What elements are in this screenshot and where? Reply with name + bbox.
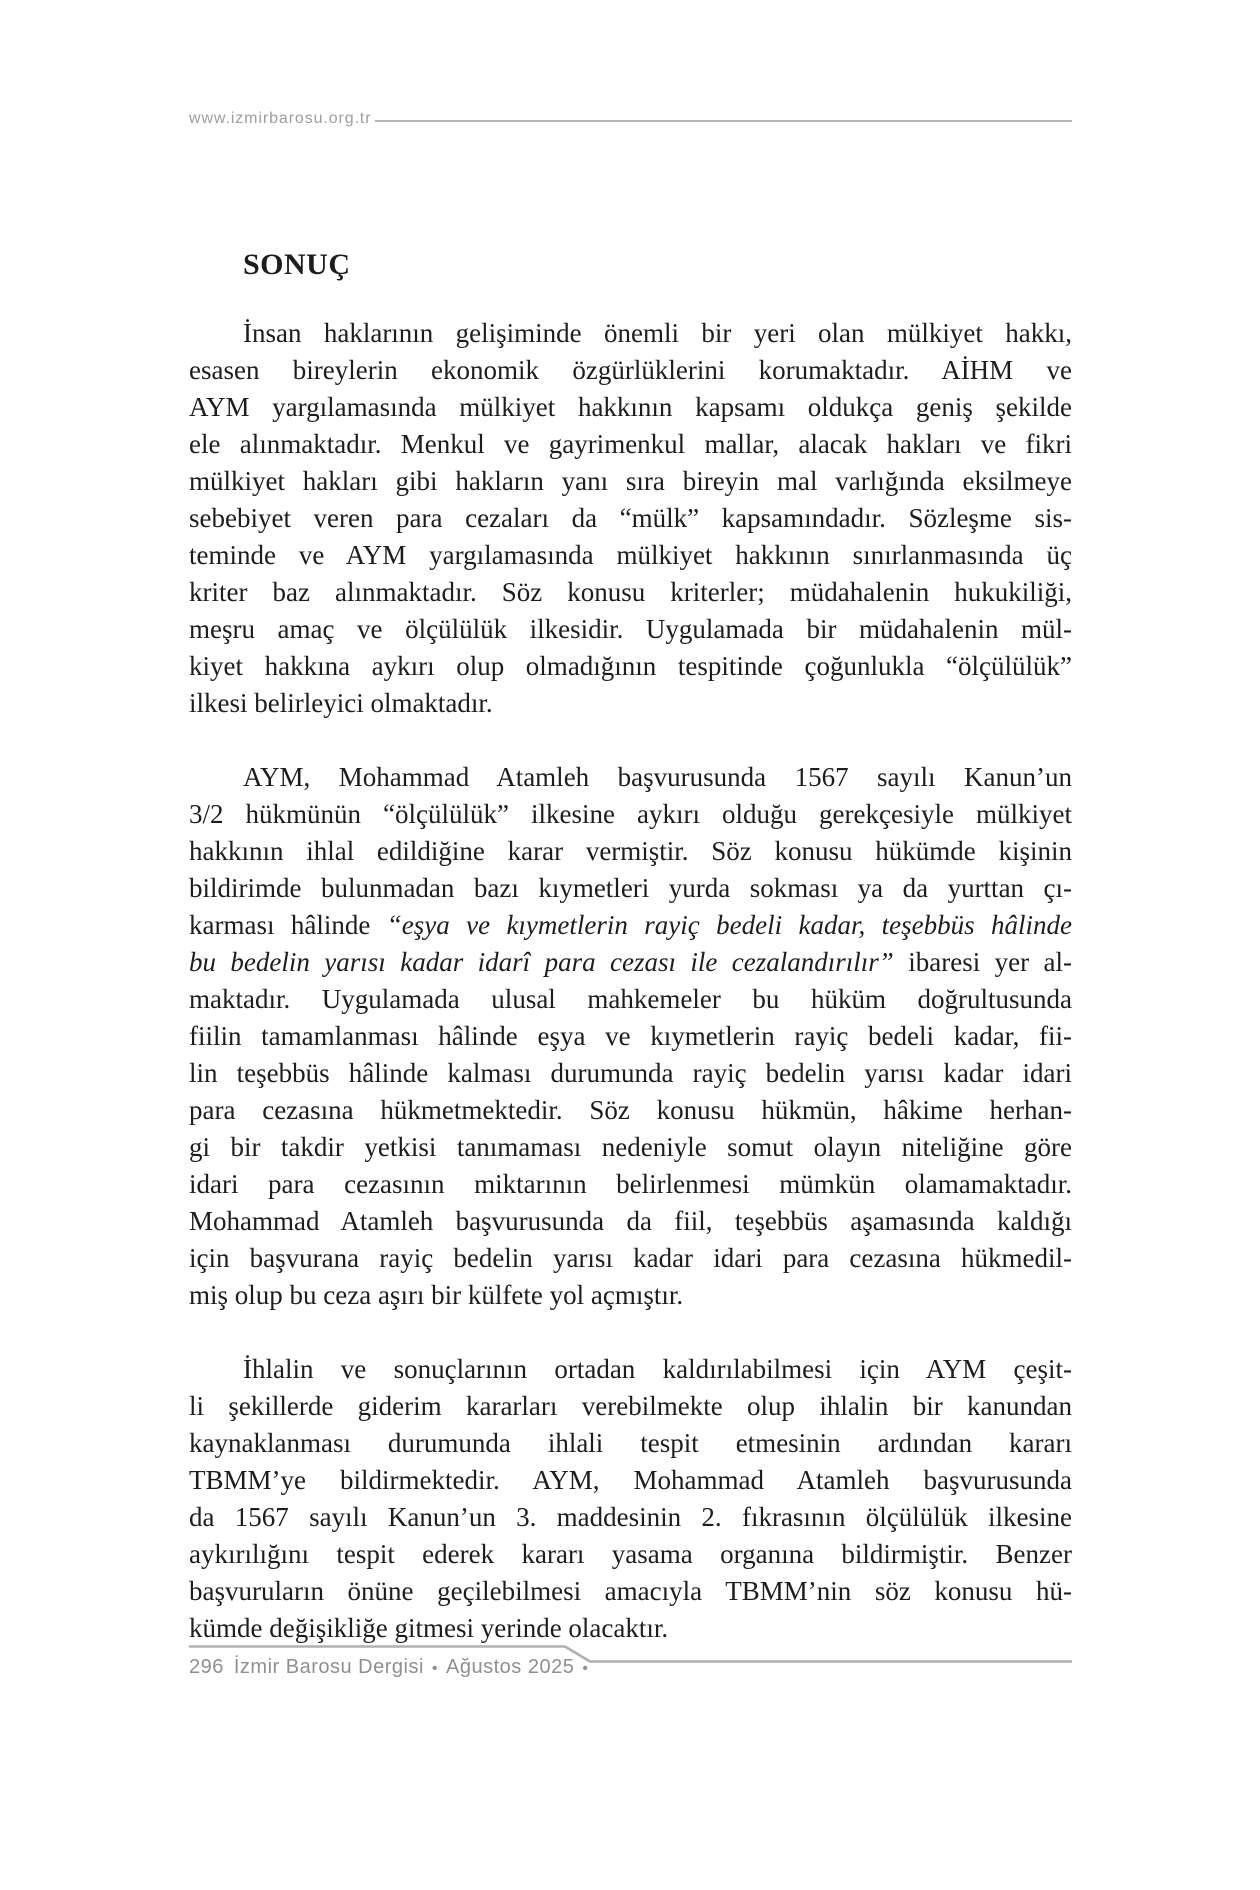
text-line (189, 981, 1072, 1018)
text-line (189, 796, 1072, 833)
text-line (189, 1425, 1072, 1462)
body-text: aykırılığını tespit ederek kararı yasama organına bildirmiştir. Benzer (189, 1539, 1072, 1569)
body-text: ele alınmaktadır. Menkul ve gayrimenkul mallar, alacak hakları ve fikri (189, 429, 1072, 459)
body-text: İnsan haklarının gelişiminde önemli bir yeri olan mülkiyet hakkı, (243, 318, 1072, 348)
quoted-statute-text: bu bedelin yarısı kadar idarî para cezası ile cezalandırılır” (189, 947, 894, 977)
body-text: için başvurana rayiç bedelin yarısı kadar idari para cezasına hükmedil- (189, 1243, 1072, 1273)
body-text: kümde değişikliğe gitmesi yerinde olacaktır. (189, 1613, 669, 1643)
body-text: sebebiyet veren para cezaları da “mülk” kapsamındadır. Sözleşme sis- (189, 503, 1072, 533)
body-text: kaynaklanması durumunda ihlali tespit etmesinin ardından kararı (189, 1428, 1072, 1458)
footer-trailing-bullet-icon: • (582, 1659, 589, 1677)
text-line (189, 352, 1072, 389)
body-text: lin teşebbüs hâlinde kalması durumunda rayiç bedelin yarısı kadar idari (189, 1058, 1072, 1088)
body-text: 3/2 hükmünün “ölçülülük” ilkesine aykırı olduğu gerekçesiyle mülkiyet (189, 799, 1072, 829)
text-line (189, 1166, 1072, 1203)
issue-date: Ağustos 2025 (446, 1656, 575, 1678)
text-line (189, 759, 1072, 796)
body-text: kiyet hakkına aykırı olup olmadığının tespitinde çoğunlukla “ölçülülük” (189, 651, 1072, 681)
body-text: idari para cezasının miktarının belirlenmesi mümkün olamamaktadır. (189, 1169, 1072, 1199)
body-text: meşru amaç ve ölçülülük ilkesidir. Uygulamada bir müdahalenin mül- (189, 614, 1072, 644)
body-text: ibaresi yer al- (893, 947, 1073, 977)
text-line (189, 870, 1072, 907)
text-line (189, 1351, 1072, 1388)
body-text: AYM yargılamasında mülkiyet hakkının kapsamı oldukça geniş şekilde (189, 392, 1072, 422)
journal-name: İzmir Barosu Dergisi (233, 1656, 424, 1678)
text-line (189, 648, 1072, 685)
page-footer (189, 1656, 596, 1679)
text-line (189, 611, 1072, 648)
text-line (189, 574, 1072, 611)
text-line (189, 1610, 1072, 1647)
text-line (189, 1240, 1072, 1277)
document-content (189, 248, 1072, 1647)
quoted-statute-text: “eşya ve kıymetlerin rayiç bedeli kadar, teşebbüs hâlinde (386, 910, 1072, 940)
body-text: fiilin tamamlanması hâlinde eşya ve kıymetlerin rayiç bedeli kadar, fii- (189, 1021, 1072, 1051)
text-line (189, 907, 1072, 944)
paragraph-2 (189, 759, 1072, 1314)
body-text: ilkesi belirleyici olmaktadır. (189, 688, 493, 718)
text-line (189, 537, 1072, 574)
body-text: mülkiyet hakları gibi hakların yanı sıra bireyin mal varlığında eksilmeye (189, 466, 1072, 496)
text-line (189, 1203, 1072, 1240)
header-rule (375, 120, 1072, 122)
body-text: teminde ve AYM yargılamasında mülkiyet hakkının sınırlanmasında üç (189, 540, 1072, 570)
body-text: karması hâlinde (189, 910, 387, 940)
footer-bullet-icon: • (431, 1659, 439, 1677)
text-line (189, 1536, 1072, 1573)
text-line (189, 1129, 1072, 1166)
body-text: kriter baz alınmaktadır. Söz konusu kriterler; müdahalenin hukukiliği, (189, 577, 1072, 607)
paragraph-1 (189, 315, 1072, 722)
text-line (189, 426, 1072, 463)
body-text: para cezasına hükmetmektedir. Söz konusu hükmün, hâkime herhan- (189, 1095, 1072, 1125)
text-line (189, 1277, 1072, 1314)
page-number: 296 (189, 1656, 224, 1678)
body-text: miş olup bu ceza aşırı bir külfete yol açmıştır. (189, 1280, 684, 1310)
text-line (189, 389, 1072, 426)
body-text: Mohammad Atamleh başvurusunda da fiil, teşebbüs aşamasında kaldığı (189, 1206, 1072, 1236)
body-text: da 1567 sayılı Kanun’un 3. maddesinin 2. fıkrasının ölçülülük ilkesine (189, 1502, 1072, 1532)
text-line (189, 1499, 1072, 1536)
body-text: TBMM’ye bildirmektedir. AYM, Mohammad Atamleh başvurusunda (189, 1465, 1072, 1495)
text-line (189, 1388, 1072, 1425)
text-line (189, 944, 1072, 981)
text-line (189, 1573, 1072, 1610)
text-line (189, 1462, 1072, 1499)
website-url: www.izmirbarosu.org.tr (189, 110, 372, 127)
body-text: AYM, Mohammad Atamleh başvurusunda 1567 sayılı Kanun’un (243, 762, 1072, 792)
section-title: SONUÇ (243, 248, 351, 281)
body-text: li şekillerde giderim kararları verebilmekte olup ihlalin bir kanundan (189, 1391, 1072, 1421)
text-line (189, 315, 1072, 352)
text-line (189, 463, 1072, 500)
text-line (189, 1018, 1072, 1055)
document-body (189, 315, 1072, 1647)
body-text: bildirimde bulunmadan bazı kıymetleri yurda sokması ya da yurttan çı- (189, 873, 1072, 903)
body-text: maktadır. Uygulamada ulusal mahkemeler bu hüküm doğrultusunda (189, 984, 1072, 1014)
text-line (189, 1092, 1072, 1129)
text-line (189, 500, 1072, 537)
paragraph-3 (189, 1351, 1072, 1647)
body-text: hakkının ihlal edildiğine karar vermiştir. Söz konusu hükümde kişinin (189, 836, 1072, 866)
body-text: esasen bireylerin ekonomik özgürlüklerini korumaktadır. AİHM ve (189, 355, 1072, 385)
page-header (189, 110, 1072, 128)
text-line (189, 1055, 1072, 1092)
body-text: İhlalin ve sonuçlarının ortadan kaldırılabilmesi için AYM çeşit- (243, 1354, 1072, 1384)
body-text: gi bir takdir yetkisi tanımaması nedeniyle somut olayın niteliğine göre (189, 1132, 1072, 1162)
text-line (189, 833, 1072, 870)
text-line (189, 685, 1072, 722)
body-text: başvuruların önüne geçilebilmesi amacıyla TBMM’nin söz konusu hü- (189, 1576, 1072, 1606)
